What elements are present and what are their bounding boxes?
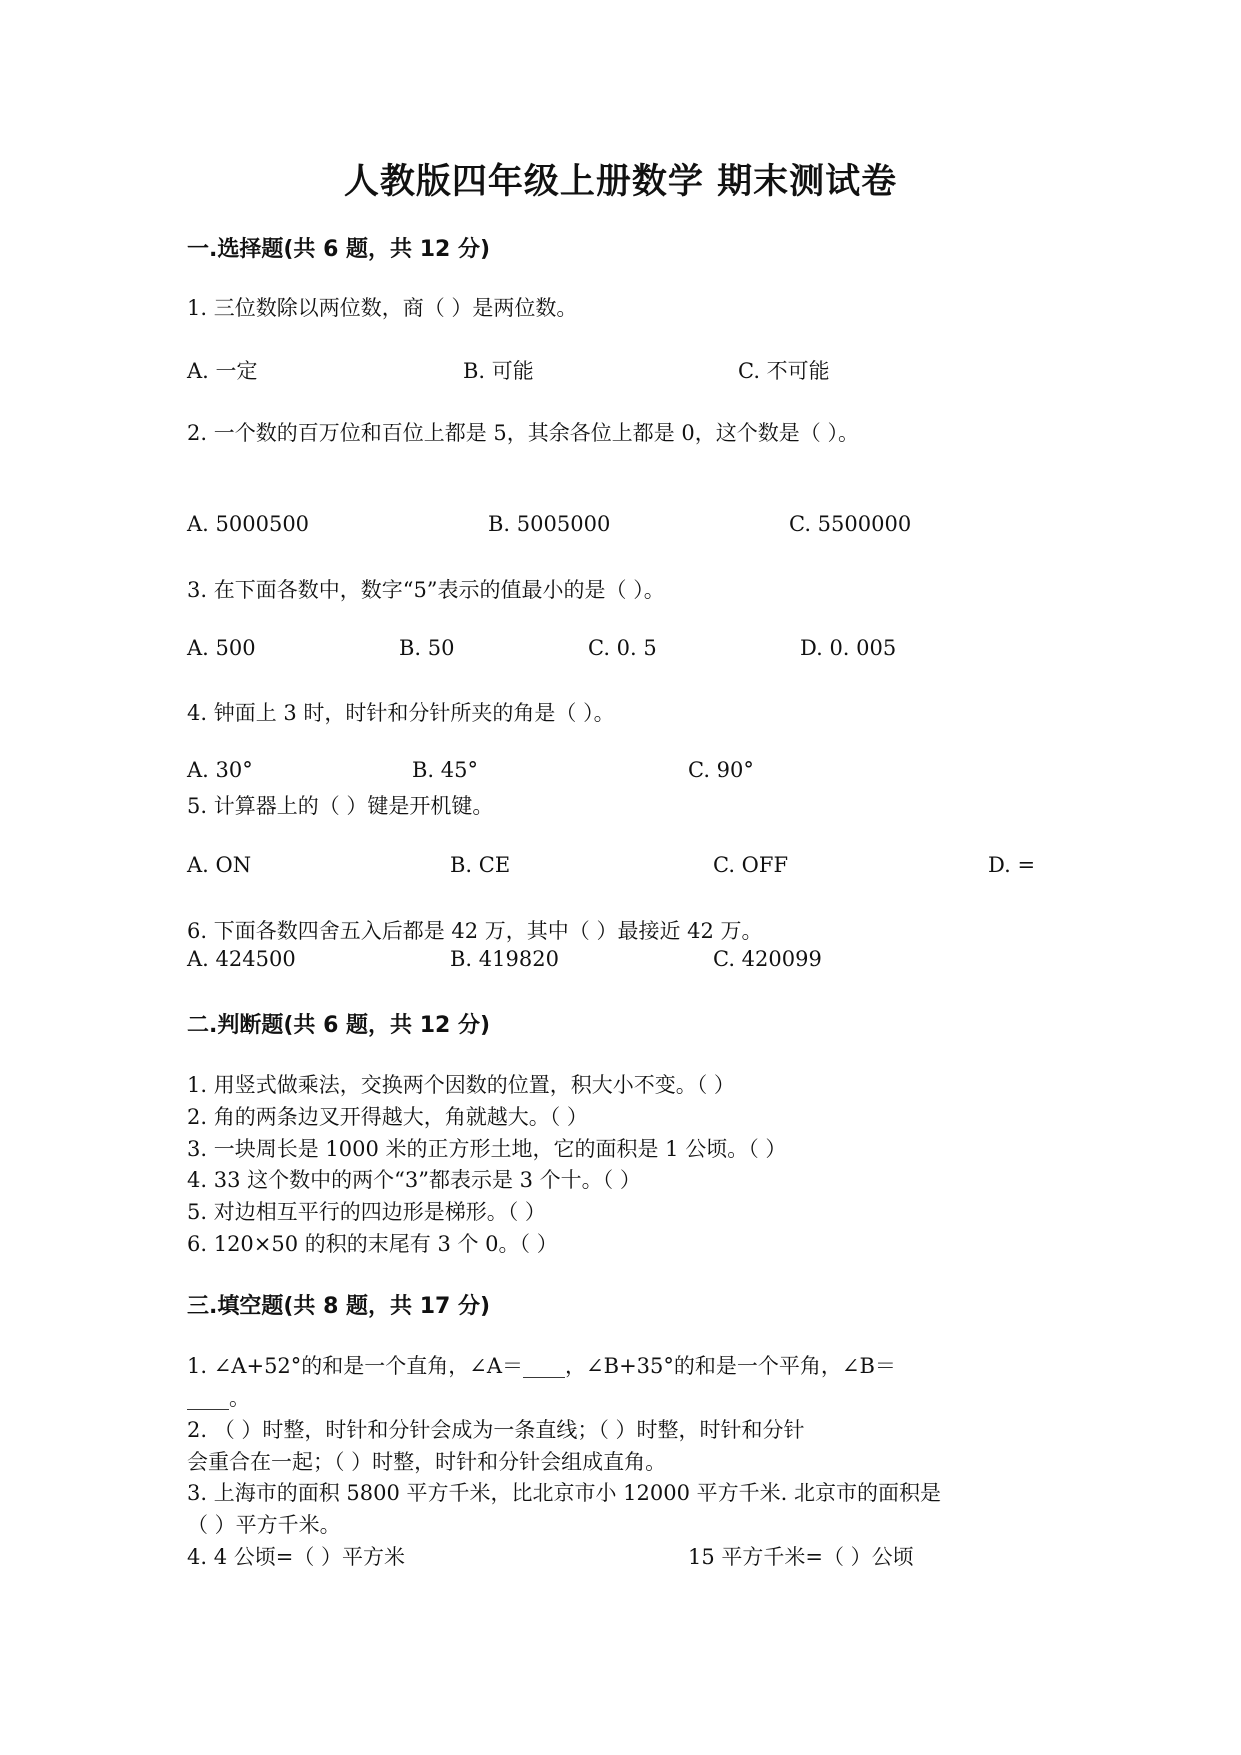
option-a: A. 5000500 [187, 512, 310, 536]
option-c: C. 0. 5 [588, 636, 657, 660]
section-heading-fill: 三.填空题(共 8 题，共 17 分) [187, 1294, 491, 1319]
question-text: 5. 计算器上的（ ）键是开机键。 [187, 794, 494, 818]
option-b: B. 5005000 [488, 512, 611, 536]
option-b: B. 50 [399, 636, 455, 660]
question-text: 会重合在一起；（ ）时整，时针和分针会组成直角。 [187, 1450, 667, 1474]
list-item: 4. 33 这个数中的两个“3”都表示是 3 个十。（ ） [187, 1168, 641, 1192]
option-b: B. 可能 [463, 359, 534, 383]
question-text: 2. 一个数的百万位和百位上都是 5，其余各位上都是 0，这个数是（ ）。 [187, 421, 859, 445]
question-text: 3. 上海市的面积 5800 平方千米，比北京市小 12000 平方千米. 北京市的面积是 [187, 1481, 942, 1505]
option-b: B. CE [450, 853, 511, 877]
option-c: C. 5500000 [789, 512, 912, 536]
list-item: 5. 对边相互平行的四边形是梯形。（ ） [187, 1200, 546, 1224]
option-a: A. 30° [187, 758, 253, 782]
page-title: 人教版四年级上册数学 期末测试卷 [343, 161, 898, 202]
list-item: 6. 120×50 的积的末尾有 3 个 0。（ ） [187, 1232, 558, 1256]
option-a: A. 500 [187, 636, 256, 660]
option-d: D. = [988, 853, 1036, 877]
option-a: A. 424500 [187, 947, 296, 971]
question-text: 4. 钟面上 3 时，时针和分针所夹的角是（ ）。 [187, 701, 615, 725]
section-heading-judgment: 二.判断题(共 6 题，共 12 分) [187, 1013, 491, 1038]
option-c: C. 420099 [713, 947, 822, 971]
option-b: B. 419820 [450, 947, 559, 971]
question-text: 6. 下面各数四舍五入后都是 42 万，其中（ ）最接近 42 万。 [187, 919, 763, 943]
question-text: 1. 三位数除以两位数，商（ ）是两位数。 [187, 296, 578, 320]
question-text: 1. ∠A+52°的和是一个直角，∠A＝____，∠B+35°的和是一个平角，∠B＝ [187, 1354, 896, 1378]
section-heading-choice: 一.选择题(共 6 题，共 12 分) [187, 237, 491, 262]
option-d: D. 0. 005 [800, 636, 897, 660]
question-text: ____。 [187, 1386, 250, 1410]
option-b: B. 45° [412, 758, 479, 782]
question-text: 2. （ ）时整，时针和分针会成为一条直线；（ ）时整，时针和分针 [187, 1418, 805, 1442]
question-text: （ ）平方千米。 [187, 1513, 341, 1537]
list-item: 2. 角的两条边叉开得越大，角就越大。（ ） [187, 1105, 588, 1129]
option-a: A. 一定 [187, 359, 258, 383]
question-text: 3. 在下面各数中，数字“5”表示的值最小的是（ ）。 [187, 578, 665, 602]
list-item: 3. 一块周长是 1000 米的正方形土地，它的面积是 1 公顷。（ ） [187, 1137, 787, 1161]
option-a: A. ON [187, 853, 252, 877]
option-c: C. OFF [713, 853, 789, 877]
list-item: 1. 用竖式做乘法，交换两个因数的位置，积大小不变。（ ） [187, 1073, 735, 1097]
option-c: C. 不可能 [738, 359, 830, 383]
question-text: 15 平方千米=（ ）公顷 [688, 1545, 914, 1569]
option-c: C. 90° [688, 758, 754, 782]
question-text: 4. 4 公顷=（ ）平方米 [187, 1545, 406, 1569]
